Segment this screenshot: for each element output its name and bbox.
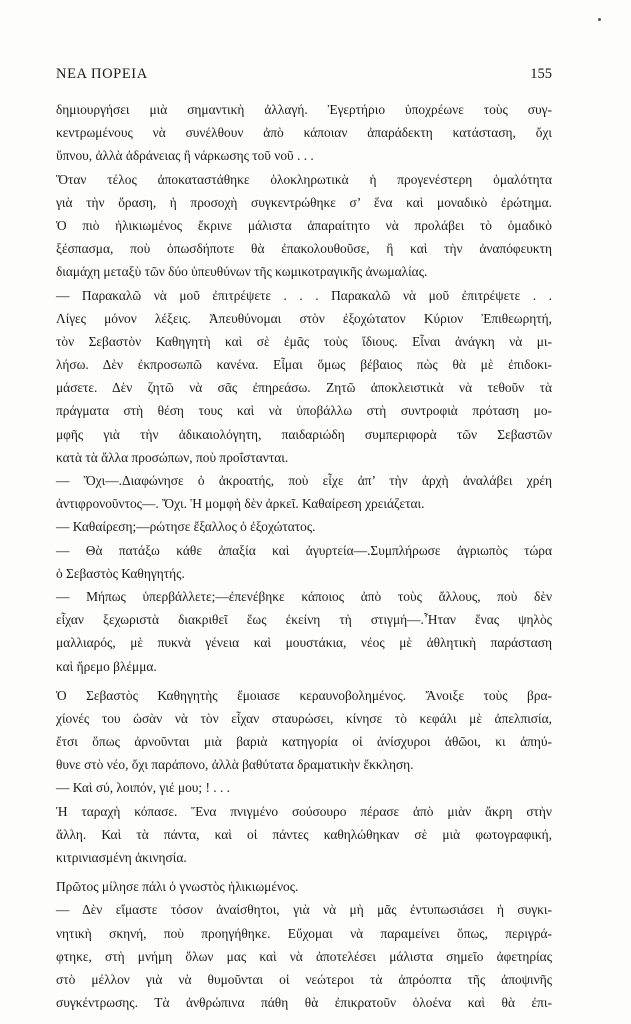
page-header (56, 66, 552, 88)
text-line: Ἡ ταραχὴ κόπασε. Ἕνα πνιγμένο σούσουρο πέρασε ἀπὸ μιὰν ἄκρη στὴν (56, 803, 552, 819)
scan-speck (598, 18, 601, 21)
text-line: συγκέντρωσης. Τὰ ἀνθρώπινα πάθη θὰ ἐπικρατοῦν ὁλοένα καὶ θὰ ἐπι- (56, 995, 552, 1011)
text-line: καὶ ἤρεμο βλέμμα. (56, 658, 157, 674)
text-line: δημιουργήσει μιὰ σημαντικὴ ἀλλαγή. Ἐγερτήριο ὑποχρέωνε τοὺς συγ- (56, 102, 552, 117)
text-line: φτηκε, στὴ μνήμη ὅλων μας καὶ νὰ ἀποτελέσει μάλιστα σημεῖο ἀφετηρίας (56, 948, 552, 964)
text-line: ἄλλη. Καὶ τὰ πάντα, καὶ οἱ πάντες καθηλώθηκαν σὲ μιὰ φωτογραφική, (56, 826, 552, 842)
text-line: κιτρινιασμένη ἀκινησία. (56, 850, 187, 865)
text-line: — Ὄχι—.Διαφώνησε ὁ ἀκροατής, ποὺ εἶχε ἀπ’ τὴν ἀρχὴ ἀναλάβει χρέη (56, 473, 552, 488)
text-line: τὸν Σεβαστὸν Καθηγητὴ καὶ σὲ ἐμᾶς τοὺς ἴδιους. Εἶναι ἀνάγκη νὰ μι- (56, 333, 552, 349)
text-line: — Παρακαλῶ νὰ μοῦ ἐπιτρέψετε . . . Παρακαλῶ νὰ μοῦ ἐπιτρέψετε . . (56, 287, 552, 303)
text-line: μφῆς γιὰ τὴν ἀδικαιολόγητη, παιδαριώδη συμπεριφορὰ τῶν Σεβαστῶν (56, 426, 552, 442)
text-line: Πρῶτος μίλησε πάλι ὁ γνωστὸς ἡλικιωμένος. (56, 879, 299, 895)
body-text (56, 98, 552, 1014)
text-line: στὸ μέλλον γιὰ νὰ θυμοῦνται οἱ νεώτεροι τὰ ἀπρόοπτα τῆς ἀποψινῆς (56, 971, 552, 987)
text-line: διαμάχη μεταξὺ τῶν δύο ὑπευθύνων τῆς κωμικοτραγικῆς ἀνωμαλίας. (56, 264, 428, 280)
text-line: ὁ Σεβαστὸς Καθηγητής. (56, 565, 185, 581)
text-line: εἶχαν ξεχωριστὰ διακριθεῖ ἕως ἐκείνη τὴ στιγμή—.Ἦταν ἕνας ψηλὸς (56, 612, 552, 628)
text-line: Λίγες μόνον λέξεις. Ἀπευθύνομαι στὸν ἐξοχώτατον Κύριον Ἐπιθεωρητή, (56, 310, 552, 326)
text-line: χίονές του ὡσὰν νὰ τὸν εἶχαν σταυρώσει, κίνησε τὸ κεφάλι μὲ ἀπελπισία, (56, 710, 552, 726)
text-line: — Καὶ σύ, λοιπόν, γιέ μου; ! . . . (56, 780, 231, 796)
page-number: 155 (530, 66, 552, 82)
running-head: ΝΕΑ ΠΟΡΕΙΑ (56, 66, 148, 82)
text-line: πράγματα στὴ θέση τους καὶ νὰ ὑποβάλλω στὴ συντροφιὰ πρόταση μο- (56, 403, 552, 419)
text-line: μάσετε. Δὲν ζητῶ νὰ σᾶς ἐπηρεάσω. Ζητῶ ἀποκλειστικὰ νὰ τεθοῦν τὰ (56, 380, 552, 396)
text-line: — Δὲν εἴμαστε τόσον ἀναίσθητοι, γιὰ νὰ μὴ μᾶς ἐντυπωσιάσει ἡ συγκι- (56, 902, 552, 918)
text-line: μαλλιαρός, μὲ πυκνὰ γένεια καὶ μουστάκια, νέος μὲ ἀθλητικὴ παράσταση (56, 635, 552, 651)
text-line: Ὅταν τέλος ἀποκαταστάθηκε ὁλοκληρωτικὰ ἡ προγενέστερη ὁμαλότητα (56, 171, 552, 187)
text-line: θυνε στὸ νέο, ὄχι παράπονο, ἀλλὰ βαθύτατα δραματικὴν ἔκκληση. (56, 757, 414, 773)
text-line: κεντρωμένους νὰ συνέλθουν ἀπὸ κάποιαν ἀπαράδεκτη κατάσταση, ὄχι (56, 125, 552, 141)
text-line: λήσω. Δὲν ἐκπροσωπῶ κανένα. Εἶμαι ὅμως βέβαιος πὼς θὰ μὲ ἐπιδοκι- (56, 357, 552, 373)
text-line: ἀντιφρονοῦντος—. Ὄχι. Ἡ μομφὴ δὲν ἀρκεῖ. Καθαίρεση χρειάζεται. (56, 496, 425, 512)
text-line: νητικὴ σκηνή, ποὺ προηγήθηκε. Εὔχομαι νὰ παραμείνει ὅπως, περιγρά- (56, 925, 552, 941)
text-line: Ὁ πιὸ ἡλικιωμένος ἔκρινε μάλιστα ἀπαραίτητο νὰ προλάβει τὸ ὁμαδικὸ (56, 217, 552, 233)
text-line: ξέσπασμα, ποὺ ὁπωσδήποτε θὰ ἐπακολουθοῦσε, ἢ καὶ τὴν ἀναπόφευκτη (56, 241, 552, 257)
text-line: Ὁ Σεβαστὸς Καθηγητὴς ἔμοιασε κεραυνοβολημένος. Ἄνοιξε τοὺς βρα- (56, 687, 552, 703)
text-line: ὕπνου, ἀλλὰ ἀδράνειας ἢ νάρκωσης τοῦ νοῦ . . . (56, 148, 314, 164)
text-line: — Καθαίρεση;—ρώτησε ἔξαλλος ὁ ἐξοχώτατος. (56, 519, 316, 535)
text-line: γιὰ τὴν ὅραση, ἡ προσοχὴ συγκεντρώθηκε σ’ ἕνα καὶ μοναδικὸ ἐρώτημα. (56, 194, 552, 210)
text-line: — Θὰ πατάξω κάθε ἀπαξία καὶ ἀγυρτεία—.Συμπλήρωσε ἀγριωπὸς τώρα (56, 542, 552, 558)
text-line: κατὰ τὰ ἄλλα προσώπων, ποὺ προΐστανται. (56, 449, 289, 465)
text-line: ἔτσι ὅπως ἀρνοῦνται μιὰ βαριὰ κατηγορία οἱ ἀνίσχυροι ἀθῶοι, κι ἀπηύ- (56, 734, 552, 750)
text-line: — Μήπως ὑπερβάλλετε;—ἐπενέβηκε κάποιος ἀπὸ τοὺς ἄλλους, ποὺ δὲν (56, 588, 552, 604)
